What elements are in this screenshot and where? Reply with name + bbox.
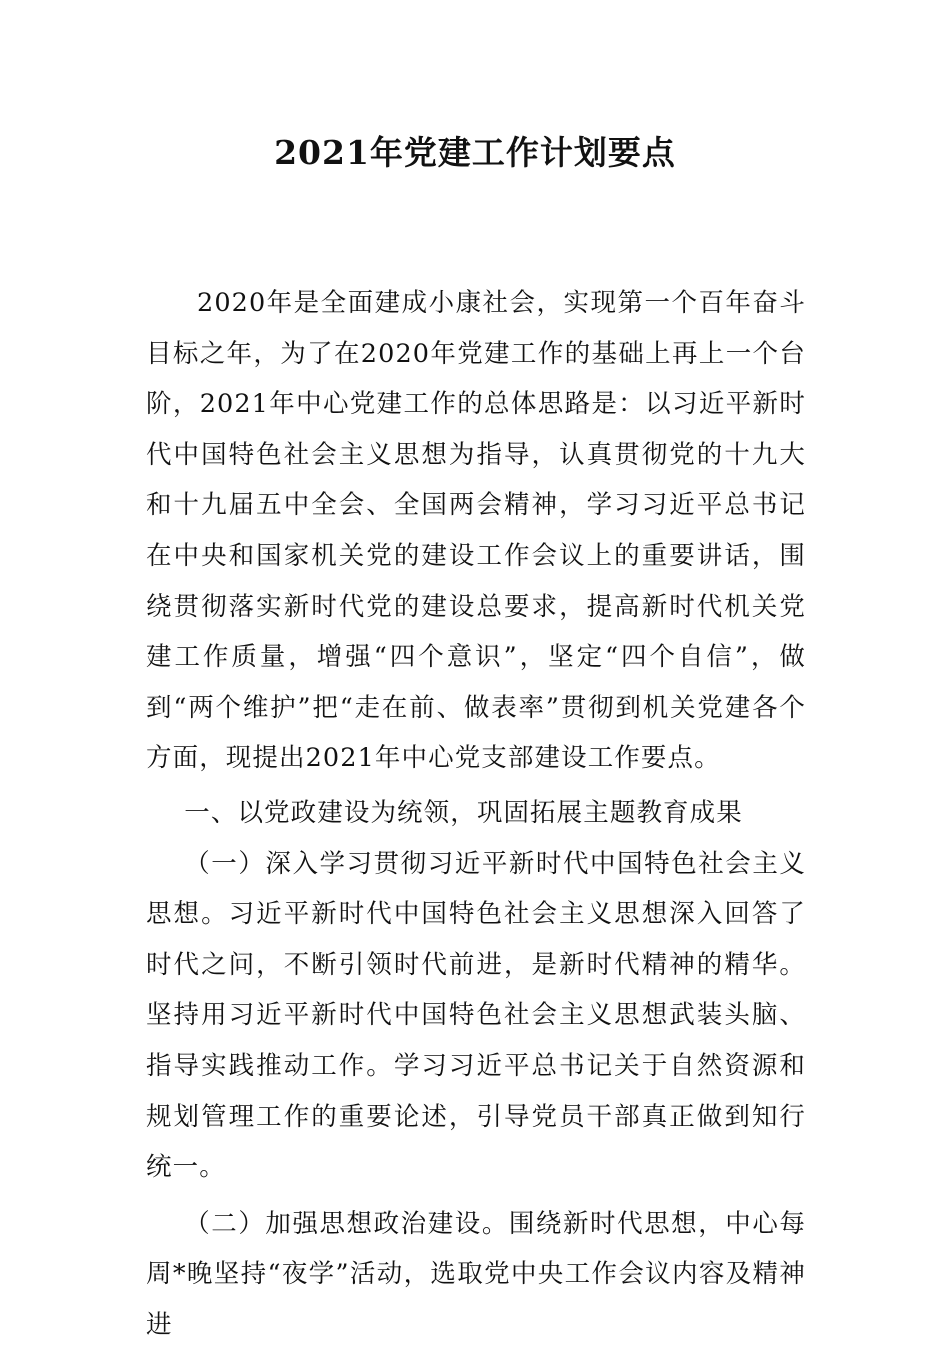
section-heading-1: 一、以党政建设为统领，巩固拓展主题教育成果 (184, 797, 743, 828)
document-title: 2021年党建工作计划要点 (274, 133, 676, 172)
subsection-paragraph-2: （二）加强思想政治建设。围绕新时代思想，中心每周*晚坚持“夜学”活动，选取党中央工作会议内容及精神进 (146, 1208, 806, 1340)
intro-paragraph: 2020年是全面建成小康社会，实现第一个百年奋斗目标之年，为了在2020年党建工作的基础上再上一个台阶，2021年中心党建工作的总体思路是：以习近平新时代中国特色社会主义思想为指导，认真贯彻党的十九大和十九届五中全会、全国两会精神，学习习近平总书记在中央和国家机关党的建设工作会议上的重要讲话，围绕贯彻落实新时代党的建设总要求，提高新时代机关党建工作质量，增强“四个意识”，坚定“四个自信”，做到“两个维护”把“走在前、做表率”贯彻到机关党建各个方面，现提出2021年中心党支部建设工作要点。 (146, 288, 806, 774)
document-body (146, 278, 806, 1350)
subsection-paragraph-1: （一）深入学习贯彻习近平新时代中国特色社会主义思想。习近平新时代中国特色社会主义思想深入回答了时代之问，不断引领时代前进，是新时代精神的精华。坚持用习近平新时代中国特色社会主义思想武装头脑、指导实践推动工作。学习习近平总书记关于自然资源和规划管理工作的重要论述，引导党员干部真正做到知行统一。 (146, 848, 806, 1183)
